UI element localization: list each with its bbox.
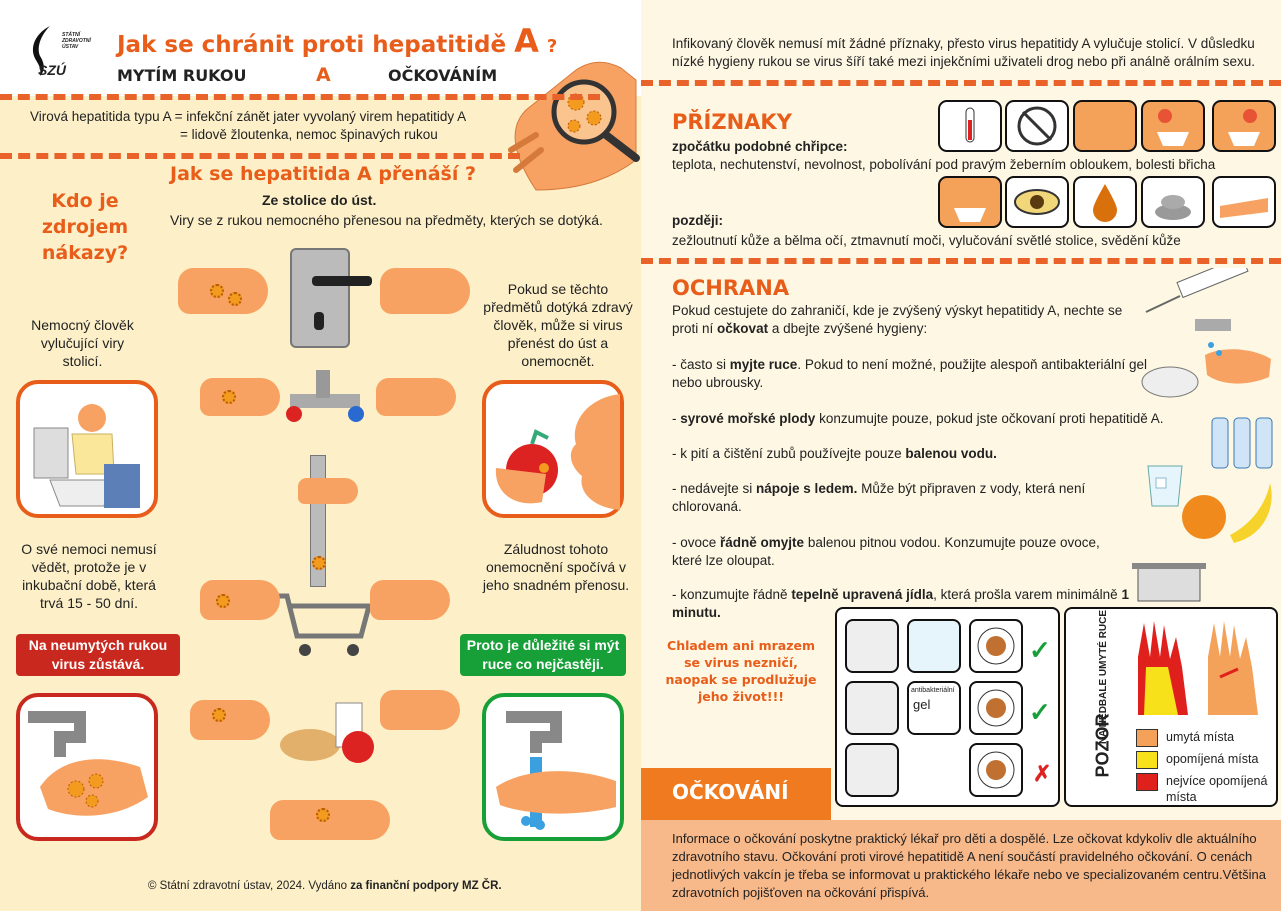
hand-washing-illustration bbox=[482, 693, 624, 841]
symptoms-early-text: teplota, nechutenství, nevolnost, pobolívání pod pravým žeberním obloukem, bolesti břicha bbox=[672, 157, 1216, 172]
transmission-text: Viry se z rukou nemocného přenesou na předměty, kterých se dotýká. bbox=[170, 212, 603, 228]
germ-icon bbox=[316, 808, 330, 822]
toilet-illustration bbox=[16, 380, 158, 518]
protection-intro-b: očkovat bbox=[717, 321, 769, 336]
warning-pozor: POZOR bbox=[1092, 713, 1113, 778]
wash-hands-banner: Proto je důležité si mýt ruce co nejčastěji. bbox=[460, 634, 626, 676]
protection-item: - často si myjte ruce. Pokud to není možné, použijte alespoň antibakteriální gel nebo ubrousky. bbox=[672, 357, 1148, 390]
light-stool-icon bbox=[1141, 176, 1205, 228]
hand-illustration bbox=[200, 378, 280, 416]
hand-illustration bbox=[376, 378, 456, 416]
footer-copyright: © Státní zdravotní ústav, 2024. Vydáno bbox=[148, 880, 347, 892]
fruit-illustration bbox=[1180, 475, 1280, 545]
intro-divider bbox=[641, 80, 1281, 86]
toilet-icon bbox=[845, 681, 899, 735]
legend-swatch bbox=[1136, 751, 1158, 769]
gel-small-label: antibakteriální bbox=[911, 687, 955, 694]
no-food-icon bbox=[1005, 100, 1069, 152]
syringe-illustration bbox=[1140, 268, 1270, 318]
protection-heading: OCHRANA bbox=[672, 276, 790, 300]
hand-illustration bbox=[370, 580, 450, 620]
protection-item: - nedávejte si nápoje s ledem. Může být připraven z vody, která není chlorovaná. bbox=[672, 481, 1086, 514]
apple-eating-illustration bbox=[482, 380, 624, 518]
incubation-text: O své nemoci nemusí vědět, protože je v inkubační době, která trvá 15 - 50 dní. bbox=[21, 541, 157, 611]
meal-icon bbox=[969, 681, 1023, 735]
check-icon: ✓ bbox=[1029, 635, 1051, 665]
germ-icon bbox=[212, 708, 226, 722]
title-text: Jak se chránit proti hepatitidě bbox=[117, 32, 507, 58]
door-handle-illustration bbox=[290, 248, 350, 348]
gel-icon bbox=[907, 681, 961, 735]
intro-text: Infikovaný člověk nemusí mít žádné příznaky, přesto virus hepatitidy A vylučuje stolicí. V důsledku nízké hygieny rukou se virus šíří také mezi injekčními uživateli drog nebo při análně orálním sexu. bbox=[672, 36, 1256, 69]
water-bottles-illustration bbox=[1210, 410, 1276, 470]
source-question: Kdo je zdrojem nákazy? bbox=[41, 190, 129, 264]
protection-item: - syrové mořské plody konzumujte pouze, pokud jste očkovaní proti hepatitidě A. bbox=[672, 411, 1164, 426]
meal-icon bbox=[969, 619, 1023, 673]
footer-support: za finanční podpory MZ ČR. bbox=[350, 880, 502, 892]
sick-person-text: Nemocný člověk vylučující viry stolicí. bbox=[31, 317, 134, 369]
seafood-illustration bbox=[1140, 360, 1200, 400]
vaccination-heading: OČKOVÁNÍ bbox=[672, 780, 789, 804]
dirty-hand-illustration bbox=[16, 693, 158, 841]
hand-illustration bbox=[298, 478, 358, 504]
shopping-cart-illustration bbox=[265, 590, 375, 660]
hand-magnifier-illustration bbox=[496, 40, 641, 200]
hand-illustration bbox=[380, 690, 460, 730]
wash-icon bbox=[907, 619, 961, 673]
warning-box bbox=[1064, 607, 1278, 807]
dark-urine-icon bbox=[1073, 176, 1137, 228]
protection-intro-a: Pokud cestujete do zahraničí, kde je zvýšený výskyt hepatitidy A, nechte se proti ní bbox=[672, 303, 1123, 336]
legend-label: nejvíce opomíjená místa bbox=[1166, 774, 1268, 804]
title-qmark: ? bbox=[546, 36, 558, 57]
toilet-icon bbox=[845, 743, 899, 797]
belly-pain-icon bbox=[1212, 100, 1276, 152]
germ-icon bbox=[228, 292, 242, 306]
hand-illustration bbox=[380, 268, 470, 314]
protection-item: - k pití a čištění zubů používejte pouze balenou vodu. bbox=[672, 446, 997, 461]
transmission-heading: Jak se hepatitida A přenáší ? bbox=[170, 163, 476, 185]
hands-map-illustration bbox=[1128, 617, 1268, 717]
legend-swatch bbox=[1136, 729, 1158, 747]
footer bbox=[148, 880, 502, 892]
germ-icon bbox=[216, 594, 230, 608]
unwashed-hands-banner: Na neumytých rukou virus zůstává. bbox=[16, 634, 180, 676]
cooking-pot-illustration bbox=[1130, 545, 1210, 605]
slogan-right: OČKOVÁNÍM bbox=[388, 66, 498, 85]
germ-icon bbox=[222, 390, 236, 404]
gel-big-label: gel bbox=[913, 697, 931, 712]
hand-illustration bbox=[200, 580, 280, 620]
slogan-mid: A bbox=[316, 64, 331, 86]
page-title bbox=[117, 22, 557, 60]
groceries-illustration bbox=[276, 695, 386, 770]
vaccination-text: Informace o očkování poskytne praktický lékař pro děti a dospělé. Lze očkovat kdykoliv dle aktuálního zdravotního stavu. Očkování proti virové hepatitidě A není součástí pravidelného očkování. O cenách jednotlivých vakcín je třeba se informovat u praktického lékaře nebo ve specializovaném centru.Většina zdravotních pojišťoven na očkování přispívá. bbox=[672, 831, 1266, 900]
legend bbox=[1136, 729, 1276, 805]
legend-label: opomíjená místa bbox=[1166, 752, 1259, 766]
warning-subtitle: NA NEDBALE UMYTÉ RUCE bbox=[1098, 609, 1109, 745]
logo-abbr: SZÚ bbox=[38, 62, 66, 78]
hygiene-grid bbox=[835, 607, 1060, 807]
symptoms-early-label: zpočátku podobné chřipce: bbox=[672, 139, 848, 154]
germ-icon bbox=[312, 556, 326, 570]
symptoms-later-label: později: bbox=[672, 213, 723, 228]
symptoms-divider bbox=[641, 258, 1281, 264]
yellow-skin-icon bbox=[938, 176, 1002, 228]
protection-item: - ovoce řádně omyjte balenou pitnou vodou. Konzumujte pouze ovoce, které lze oloupat. bbox=[672, 535, 1100, 568]
toilet-icon bbox=[845, 619, 899, 673]
faucet-illustration bbox=[280, 370, 370, 440]
cross-icon: ✗ bbox=[1033, 761, 1052, 786]
legend-swatch bbox=[1136, 773, 1158, 791]
symptoms-heading: PŘÍZNAKY bbox=[672, 110, 792, 134]
slogan-left: MYTÍM RUKOU bbox=[117, 66, 247, 85]
yellow-eye-icon bbox=[1005, 176, 1069, 228]
definition-divider bbox=[0, 153, 520, 159]
check-icon: ✓ bbox=[1029, 697, 1051, 727]
liver-pain-icon bbox=[1141, 100, 1205, 152]
transmission-subheading: Ze stolice do úst. bbox=[262, 192, 377, 208]
handshake-illustration bbox=[270, 800, 390, 840]
itching-icon bbox=[1212, 176, 1276, 228]
legend-label: umytá místa bbox=[1166, 730, 1235, 744]
szu-logo bbox=[24, 22, 104, 84]
healthy-touch-text: Pokud se těchto předmětů dotýká zdravý člověk, může si virus přenést do úst a onemocnět. bbox=[483, 281, 633, 369]
thermometer-icon bbox=[938, 100, 1002, 152]
header-divider bbox=[0, 94, 600, 100]
title-letter: A bbox=[514, 22, 539, 60]
hand-illustration bbox=[190, 700, 270, 740]
logo-line-1: STÁTNÍ bbox=[62, 32, 81, 38]
germ-icon bbox=[210, 284, 224, 298]
logo-line-3: ÚSTAV bbox=[62, 44, 79, 50]
symptoms-later-text: zežloutnutí kůže a bělma očí, ztmavnutí moči, vylučování světlé stolice, svědění kůže bbox=[672, 233, 1181, 248]
protection-intro bbox=[672, 302, 1142, 338]
insidious-text: Záludnost tohoto onemocnění spočívá v jeho snadném přenosu. bbox=[482, 541, 630, 593]
nausea-icon bbox=[1073, 100, 1137, 152]
cold-note: Chladem ani mrazem se virus nezničí, naopak se prodlužuje jeho život!!! bbox=[665, 638, 817, 704]
meal-icon bbox=[969, 743, 1023, 797]
definition-line-1: Virová hepatitida typu A = infekční zánět jater vyvolaný virem hepatitidy A bbox=[30, 109, 467, 124]
logo-line-2: ZDRAVOTNÍ bbox=[62, 38, 91, 44]
protection-item: - konzumujte řádně tepelně upravená jídla, která prošla varem minimálně 1 minutu. bbox=[672, 587, 1129, 620]
definition-line-2: = lidově žloutenka, nemoc špinavých rukou bbox=[180, 127, 438, 142]
protection-intro-c: a dbejte zvýšené hygieny: bbox=[771, 321, 928, 336]
